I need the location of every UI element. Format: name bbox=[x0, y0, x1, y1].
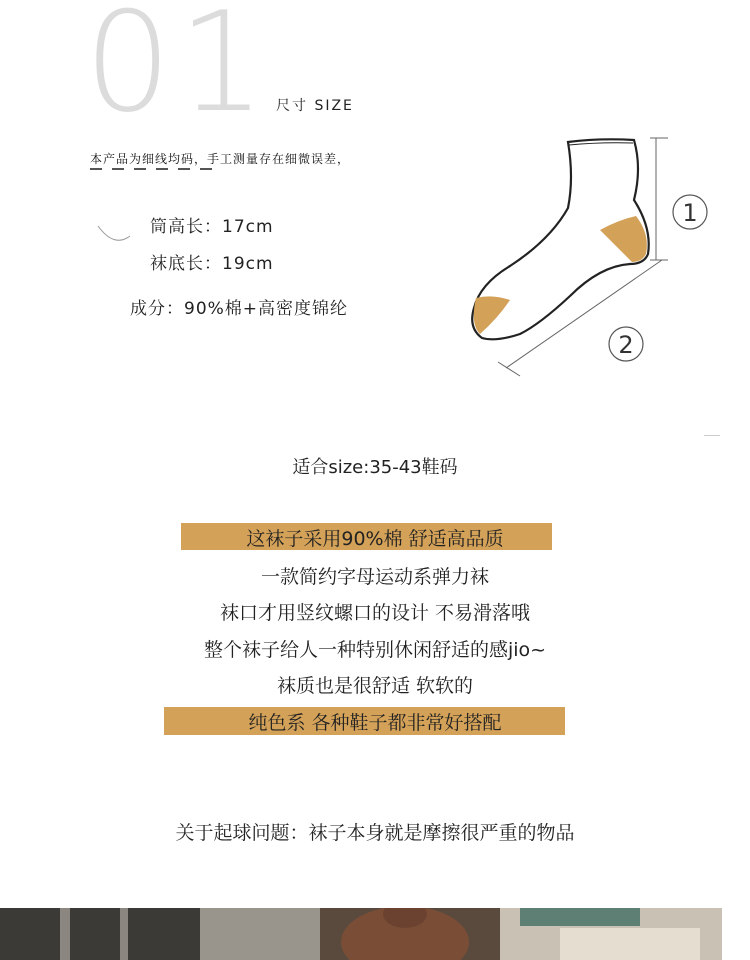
feature-line-5: 袜质也是很舒适 软软的 bbox=[276, 675, 474, 697]
sock-sole-spec: 袜底长：19cm bbox=[150, 254, 274, 274]
decorative-arc bbox=[96, 222, 132, 242]
feature-line-4: 整个袜子给人一种特别休闲舒适的感jio~ bbox=[203, 639, 547, 661]
measure-label-2: 2 bbox=[618, 331, 634, 359]
sock-height-spec: 筒高长：17cm bbox=[150, 217, 274, 237]
toe-patch bbox=[474, 296, 510, 334]
section-title: 尺寸 SIZE bbox=[276, 98, 354, 114]
pilling-note: 关于起球问题：袜子本身就是摩擦很严重的物品 bbox=[175, 822, 575, 844]
feature-line-3: 袜口才用竖纹螺口的设计 不易滑落哦 bbox=[219, 602, 531, 624]
divider-dash bbox=[704, 435, 720, 436]
sock-measurement-diagram bbox=[440, 128, 720, 388]
feature-line-6: 纯色系 各种鞋子都非常好搭配 bbox=[248, 712, 502, 734]
product-photo bbox=[0, 908, 722, 960]
feature-line-1: 这袜子采用90%棉 舒适高品质 bbox=[246, 528, 504, 550]
material-spec: 成分：90%棉+高密度锦纶 bbox=[130, 299, 349, 319]
fit-size-text: 适合size:35-43鞋码 bbox=[292, 457, 458, 478]
intro-text: 本产品为细线均码，手工测量存在细微误差， bbox=[90, 152, 351, 166]
heel-patch bbox=[600, 216, 647, 262]
section-number: 01 bbox=[84, 0, 272, 143]
clipped-text-line bbox=[90, 168, 430, 174]
measure-label-1: 1 bbox=[682, 199, 698, 227]
feature-line-2: 一款简约字母运动系弹力袜 bbox=[260, 566, 489, 588]
